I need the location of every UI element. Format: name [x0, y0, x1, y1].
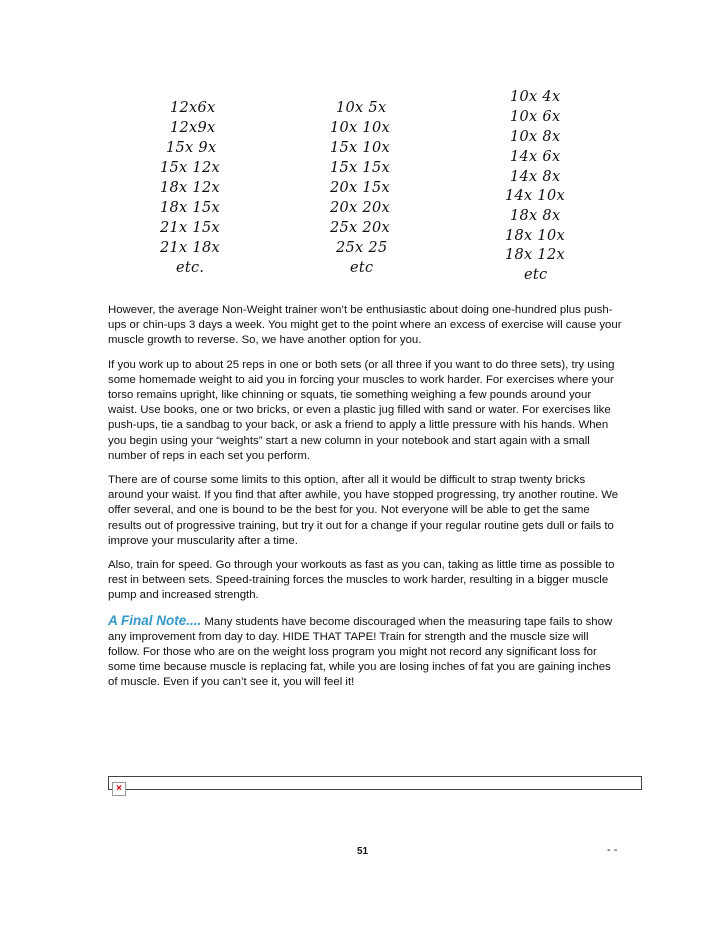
rep-entry: 15x 15x	[330, 160, 390, 176]
footer-mark: - -	[607, 844, 618, 856]
page-number: 51	[357, 846, 369, 857]
body-text	[108, 303, 623, 700]
paragraph: However, the average Non-Weight trainer won’t be enthusiastic about doing one-hundred plus push-ups or chin-ups 3 days a week. You might get to the point where an excess of exercise will cause your muscle growth to reverse. So, we have another option for you.	[108, 304, 622, 347]
rep-entry: 25x 25	[336, 240, 388, 256]
rep-entry: 14x 6x	[510, 149, 561, 165]
rep-entry: 18x 8x	[510, 208, 561, 224]
final-note-text: Many students have become discouraged when the measuring tape fails to show any improvement from day to day. HIDE THAT TAPE! Train for strength and the muscle size will follow. For those who are on the weight loss program you might not record any significant loss for some time because muscle is replacing fat, while you are losing inches of fat you are gaining inches of muscle. Even if you can’t see it, you will feel it!	[108, 615, 613, 689]
rep-entry: 10x 8x	[510, 129, 561, 145]
rep-entry: 18x 10x	[505, 228, 565, 244]
paragraph: Also, train for speed. Go through your workouts as fast as you can, taking as little time as possible to rest in between sets. Speed-training forces the muscles to work harder, resulting in a bigger muscle pump and increased strength.	[108, 559, 615, 602]
rep-entry: 21x 18x	[160, 240, 220, 256]
rep-entry: etc	[524, 267, 548, 283]
final-note-heading: A Final Note....	[108, 612, 202, 628]
rep-entry: 15x 10x	[330, 140, 390, 156]
rep-entry: 10x 4x	[510, 89, 561, 105]
rep-entry: 21x 15x	[160, 220, 220, 236]
rep-entry: 15x 9x	[166, 140, 217, 156]
rep-entry: 12x6x	[170, 100, 216, 116]
rep-entry: 18x 12x	[505, 247, 565, 263]
paragraph: If you work up to about 25 reps in one or both sets (or all three if you want to do three sets), try using some homemade weight to aid you in forcing your muscles to work harder. For exercises where your torso remains upright, like chinning or squats, tie something weighing a few pounds around your waist. Use books, one or two bricks, or even a plastic jug filled with sand or water. For exercises like push-ups, tie a sandbag to your back, or ask a friend to apply a little pressure with his hands. When you begin using your “weights” start a new column in your notebook and start again with a small number of reps in each set you perform.	[108, 358, 615, 462]
rep-entry: etc.	[176, 260, 205, 276]
broken-image-icon: ×	[112, 782, 126, 796]
rep-entry: 20x 15x	[330, 180, 390, 196]
rep-entry: 18x 15x	[160, 200, 220, 216]
empty-frame	[108, 776, 642, 790]
rep-entry: 10x 6x	[510, 109, 561, 125]
final-note-paragraph	[108, 613, 623, 691]
rep-entry: etc	[350, 260, 374, 276]
rep-entry: 12x9x	[170, 120, 216, 136]
rep-entry: 15x 12x	[160, 160, 220, 176]
rep-entry: 10x 5x	[336, 100, 387, 116]
rep-entry: 18x 12x	[160, 180, 220, 196]
rep-entry: 10x 10x	[330, 120, 390, 136]
rep-entry: 14x 8x	[510, 169, 561, 185]
paragraph: There are of course some limits to this option, after all it would be difficult to strap twenty bricks around your waist. If you find that after awhile, you have stopped progressing, try another routine. We offer several, and one is bound to be the best for you. Not everyone will be able to get the same results out of progressive training, but try it out for a change if your regular routine gets dull or fails to improve your muscularity after a time.	[108, 474, 619, 547]
rep-entry: 20x 20x	[330, 200, 390, 216]
rep-entry: 14x 10x	[505, 188, 565, 204]
rep-entry: 25x 20x	[330, 220, 390, 236]
